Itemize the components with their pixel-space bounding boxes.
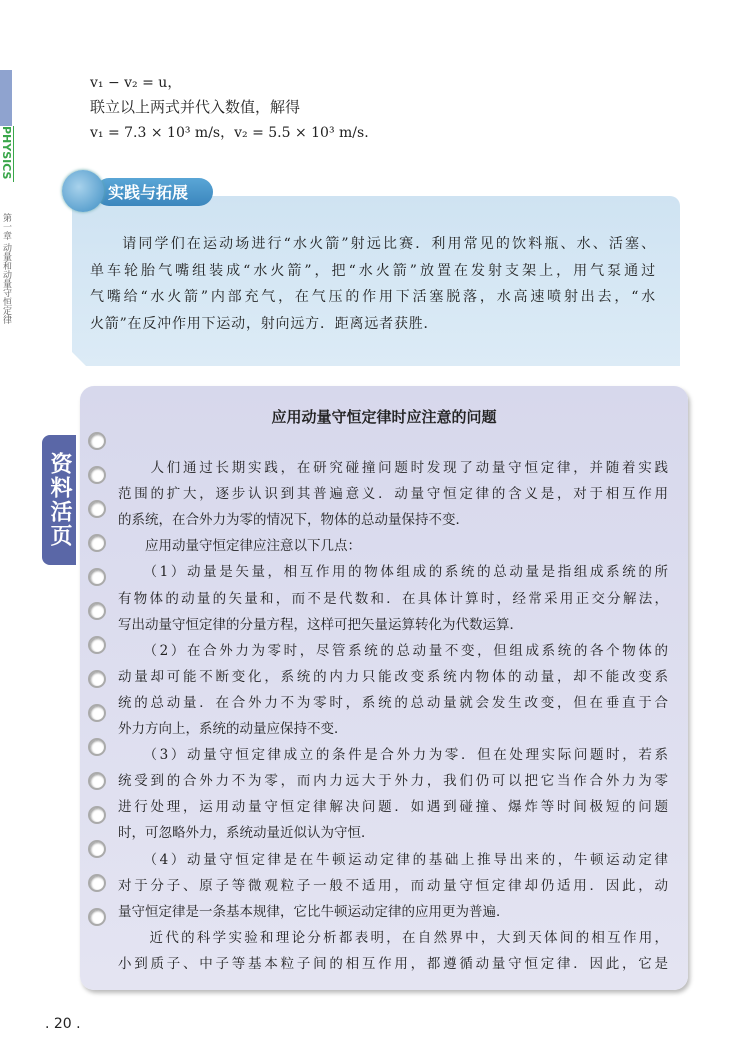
binder-ring-icon — [88, 466, 106, 484]
binder-ring-icon — [88, 704, 106, 722]
practice-title: 实践与拓展 — [108, 183, 189, 202]
resource-text-line: （4）动量守恒定律是在牛顿运动定律的基础上推导出来的，牛顿运动定律 — [118, 851, 668, 868]
formula-line: 联立以上两式并代入数值，解得 — [90, 98, 301, 116]
binder-ring-icon — [88, 840, 106, 858]
resource-text-line: 有物体的动量的矢量和，而不是代数和．在具体计算时，经常采用正交分解法， — [118, 590, 668, 607]
binder-ring-icon — [88, 908, 106, 926]
practice-text-line: 请同学们在运动场进行“水火箭”射远比赛．利用常见的饮料瓶、水、活塞、 — [90, 236, 656, 252]
binder-ring-icon — [88, 806, 106, 824]
formula-line: v₁ − v₂ = u， — [90, 75, 182, 91]
resource-text-line: 应用动量守恒定律应注意以下几点： — [118, 538, 361, 555]
binder-ring-icon — [88, 874, 106, 892]
resource-text-line: 的系统，在合外力为零的情况下，物体的总动量保持不变． — [118, 512, 469, 529]
resource-text-line: 量守恒定律是一条基本规律，它比牛顿运动定律的应用更为普遍． — [118, 903, 510, 920]
resource-text-line: 动量却可能不断变化，系统的内力只能改变系统内物体的动量，却不能改变系 — [118, 668, 668, 685]
binder-ring-icon — [88, 636, 106, 654]
resource-text-line: 近代的科学实验和理论分析都表明，在自然界中，大到天体间的相互作用， — [118, 929, 668, 946]
resource-text-line: （2）在合外力为零时，尽管系统的总动量不变，但组成系统的各个物体的 — [118, 642, 668, 659]
resource-text-line: 统的总动量．在合外力不为零时，系统的总动量就会发生改变，但在垂直于合 — [118, 694, 668, 711]
resource-text-line: 进行处理，运用动量守恒定律解决问题．如遇到碰撞、爆炸等时间极短的问题 — [118, 799, 668, 816]
sidebar-color-bar — [0, 70, 12, 126]
resource-text-line: （1）动量是矢量，相互作用的物体组成的系统的总动量是指组成系统的所 — [118, 564, 668, 581]
resource-text-line: 统受到的合外力不为零，而内力远大于外力，我们仍可以把它当作合外力为零 — [118, 773, 668, 790]
resource-text-line: 外力方向上，系统的动量应保持不变． — [118, 721, 348, 737]
practice-text-line: 单车轮胎气嘴组装成“水火箭”，把“水火箭”放置在发射支架上，用气泵通过 — [90, 262, 656, 279]
resource-text-line: 对于分子、原子等微观粒子一般不适用，而动量守恒定律却仍适用．因此，动 — [118, 877, 668, 894]
resource-text-line: 小到质子、中子等基本粒子间的相互作用，都遵循动量守恒定律．因此，它是 — [118, 955, 668, 972]
binder-ring-icon — [88, 738, 106, 756]
ruler-triangle-icon — [62, 170, 104, 212]
binder-ring-icon — [88, 500, 106, 518]
resource-text-line: 时，可忽略外力，系统动量近似认为守恒． — [118, 825, 375, 842]
binder-ring-icon — [88, 568, 106, 586]
resource-title: 应用动量守恒定律时应注意的问题 — [271, 408, 497, 426]
resource-text-line: 写出动量守恒定律的分量方程，这样可把矢量运算转化为代数运算． — [118, 616, 523, 633]
chapter-label: 第一章 动量和动量守恒定律 — [1, 213, 11, 324]
binder-ring-icon — [88, 534, 106, 552]
subject-label: PHYSICS — [0, 126, 14, 182]
page-number: . 20 . — [45, 1016, 81, 1032]
binder-ring-icon — [88, 602, 106, 620]
binder-ring-icon — [88, 670, 106, 688]
resource-tab: 资料活页 — [42, 435, 76, 565]
resource-text-line: （3）动量守恒定律成立的条件是合外力为零．但在处理实际问题时，若系 — [118, 747, 668, 764]
resource-text-line: 范围的扩大，逐步认识到其普遍意义．动量守恒定律的含义是，对于相互作用 — [118, 486, 668, 503]
binder-ring-icon — [88, 772, 106, 790]
binder-ring-icon — [88, 432, 106, 450]
resource-text-line: 人们通过长期实践，在研究碰撞问题时发现了动量守恒定律，并随着实践 — [118, 460, 668, 476]
practice-text-line: 气嘴给“水火箭”内部充气，在气压的作用下活塞脱落，水高速喷射出去，“水 — [90, 289, 656, 305]
practice-text-line: 火箭”在反冲作用下运动，射向远方．距离远者获胜． — [90, 315, 439, 332]
formula-line: v₁ = 7.3 × 10³ m/s，v₂ = 5.5 × 10³ m/s. — [90, 125, 369, 141]
